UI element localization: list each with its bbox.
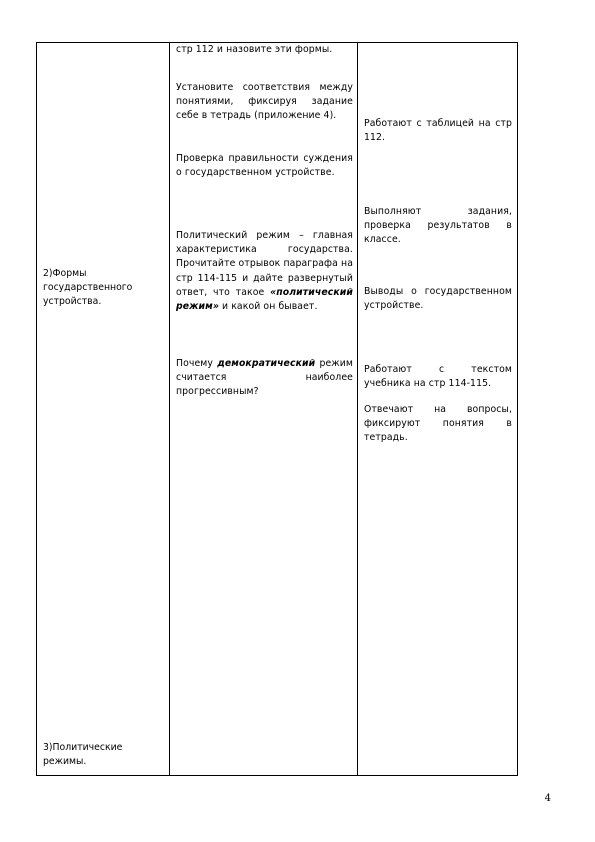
- student-text-2: Выполняют задания, проверка результатов в классе.: [364, 206, 512, 246]
- teacher-text-3: Проверка правильности суждения о государственном устройстве.: [176, 153, 353, 179]
- student-activity-cell: [358, 43, 518, 776]
- teacher-text-5: Почему демократический режим считается наиболее прогрессивным?: [176, 358, 353, 398]
- student-text-5: Отвечают на вопросы, фиксируют понятия в тетрадь.: [364, 404, 512, 444]
- stage-regimes-label: 3)Политические режимы.: [43, 742, 123, 768]
- teacher-text-1: стр 112 и назовите эти формы.: [176, 44, 333, 55]
- page-number: 4: [544, 793, 551, 804]
- student-text-4: Работают с текстом учебника на стр 114-115.: [364, 364, 512, 390]
- lesson-plan-table: [36, 42, 518, 776]
- stage-forms-label: 2)Формы государственного устройства.: [43, 268, 133, 308]
- table-row: [37, 43, 518, 776]
- teacher-text-2: Установите соответствия между понятиями, фиксируя задание себе в тетрадь (приложение 4).: [176, 82, 353, 122]
- term-political-regime: «политический режим»: [176, 286, 353, 313]
- teacher-activity-cell: [170, 43, 358, 776]
- student-text-1: Работают с таблицей на стр 112.: [364, 118, 512, 144]
- stage-column-cell: [37, 43, 170, 776]
- term-democratic: демократический: [217, 358, 316, 369]
- student-text-3: Выводы о государственном устройстве.: [364, 286, 512, 312]
- teacher-text-4: Политический режим – главная характеристика государства. Прочитайте отрывок параграфа на стр 114-115 и дайте развернутый ответ, что такое «политический режим» и какой он бывает.: [176, 230, 353, 313]
